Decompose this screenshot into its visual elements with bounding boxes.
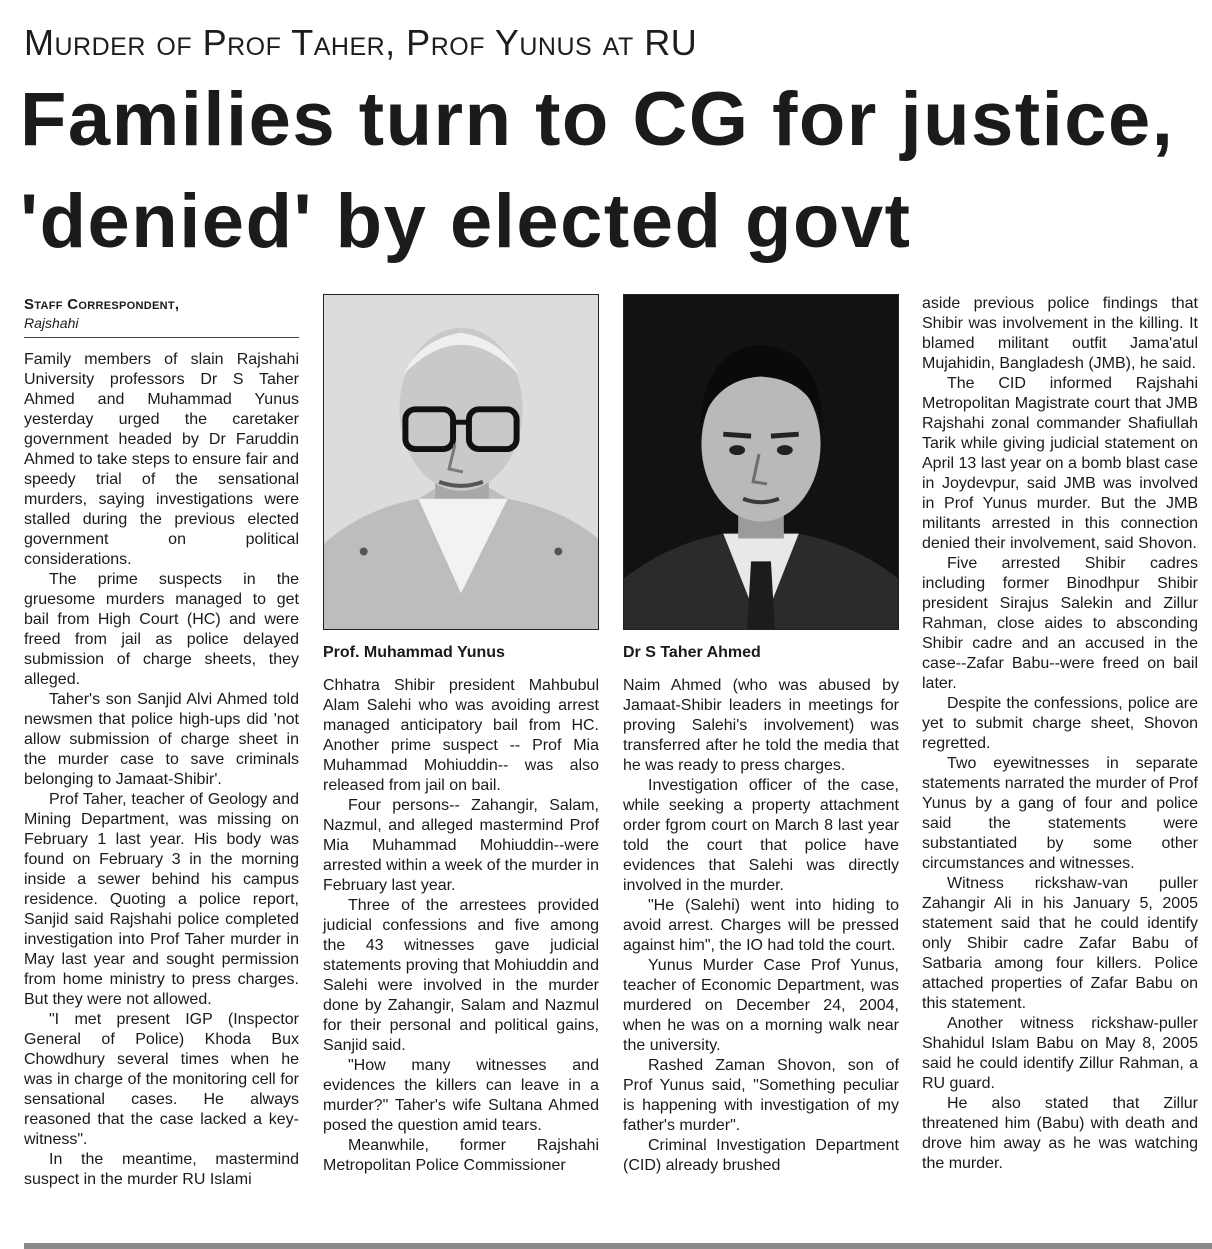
headline-line-2: 'denied' by elected govt bbox=[20, 179, 912, 264]
kicker: Murder of Prof Taher, Prof Yunus at RU bbox=[24, 22, 698, 63]
portrait-elderly-man bbox=[324, 295, 598, 629]
paragraph: Taher's son Sanjid Alvi Ahmed told newsmen that police high-ups did 'not allow submission of charge sheet in the murder case to save criminals belonging to Jamaat-Shibir'. bbox=[24, 691, 299, 788]
paragraph: Four persons-- Zahangir, Salam, Nazmul, and alleged mastermind Prof Mia Muhammad Mohiuddin--were arrested within a week of the murder in February last year. bbox=[323, 797, 599, 894]
paragraph: "I met present IGP (Inspector General of Police) Khoda Bux Chowdhury several times when he was in charge of the monitoring cell for sensational cases. He always reasoned that the case lacked a key-witness". bbox=[24, 1011, 299, 1148]
paragraph: Another witness rickshaw-puller Shahidul Islam Babu on May 8, 2005 said he could identify Zillur Rahman, a RU guard. bbox=[922, 1015, 1198, 1092]
paragraph: Investigation officer of the case, while seeking a property attachment order fgrom court on March 8 last year told the court that police have evidences that Salehi was directly involved in the murder. bbox=[623, 777, 899, 894]
paragraph: "How many witnesses and evidences the killers can leave in a murder?" Taher's wife Sultana Ahmed posed the question amid tears. bbox=[323, 1057, 599, 1134]
headline-line-1: Families turn to CG for justice, bbox=[20, 77, 1175, 162]
paragraph: He also stated that Zillur threatened him (Babu) with death and drove him away as he was watching the murder. bbox=[922, 1095, 1198, 1172]
article-column-1 bbox=[24, 350, 299, 1190]
article-column-4 bbox=[922, 294, 1198, 1174]
paragraph: Criminal Investigation Department (CID) already brushed bbox=[623, 1137, 899, 1174]
photo-caption-taher: Dr S Taher Ahmed bbox=[623, 644, 761, 661]
paragraph: aside previous police findings that Shibir was involvement in the killing. It blamed militant outfit Jama'atul Mujahidin, Bangladesh (JMB), he said. bbox=[922, 295, 1198, 372]
photo-muhammad-yunus bbox=[323, 294, 599, 630]
paragraph: Five arrested Shibir cadres including former Binodhpur Shibir president Sirajus Salekin and Zillur Rahman, close aides to absconding Shibir cadre and an accused in the case--Zafar Babu--were freed on bail later. bbox=[922, 555, 1198, 692]
paragraph: Chhatra Shibir president Mahbubul Alam Salehi who was avoiding arrest managed anticipatory bail from HC. Another prime suspect -- Prof Mia Muhammad Mohiuddin-- was also released from jail on bail. bbox=[323, 677, 599, 794]
paragraph: Three of the arrestees provided judicial confessions and five among the 43 witnesses gave judicial statements proving that Mohiuddin and Salehi were involved in the murder done by Zahangir, Salam and Nazmul for their personal and political gains, Sanjid said. bbox=[323, 897, 599, 1054]
paragraph: Yunus Murder Case Prof Yunus, teacher of Economic Department, was murdered on December 24, 2004, when he was on a morning walk near the university. bbox=[623, 957, 899, 1054]
photo-caption-yunus: Prof. Muhammad Yunus bbox=[323, 644, 505, 661]
paragraph: In the meantime, mastermind suspect in the murder RU Islami bbox=[24, 1151, 299, 1188]
dateline: Rajshahi bbox=[24, 315, 79, 331]
paragraph: Prof Taher, teacher of Geology and Mining Department, was missing on February 1 last year. His body was found on February 3 in the morning inside a sewer behind his campus residence. Quoting a police report, Sanjid said Rajshahi police completed investigation into Prof Taher murder in May last year and sought permission from home ministry to press charges. But they were not allowed. bbox=[24, 791, 299, 1008]
paragraph: "He (Salehi) went into hiding to avoid arrest. Charges will be pressed against him", the IO had told the court. bbox=[623, 897, 899, 954]
article-column-2 bbox=[323, 676, 599, 1176]
bottom-rule bbox=[24, 1243, 1212, 1249]
paragraph: Meanwhile, former Rajshahi Metropolitan Police Commissioner bbox=[323, 1137, 599, 1174]
paragraph: The CID informed Rajshahi Metropolitan Magistrate court that JMB Rajshahi zonal commander Shafiullah Tarik while giving judicial statement on April 13 last year on a bomb blast case in Joydevpur, said JMB was involved in Prof Yunus murder. But the JMB militants arrested in this connection denied their involvement, said Shovon. bbox=[922, 375, 1198, 552]
article-column-3 bbox=[623, 676, 899, 1176]
paragraph: The prime suspects in the gruesome murders managed to get bail from High Court (HC) and were freed from jail as police delayed submission of charge sheets, they alleged. bbox=[24, 571, 299, 688]
paragraph: Despite the confessions, police are yet to submit charge sheet, Shovon regretted. bbox=[922, 695, 1198, 752]
photo-taher-ahmed bbox=[623, 294, 899, 630]
byline-rule bbox=[24, 337, 299, 338]
byline: Staff Correspondent, bbox=[24, 296, 180, 313]
portrait-young-man bbox=[624, 295, 898, 629]
paragraph: Witness rickshaw-van puller Zahangir Ali in his January 5, 2005 statement said that he could identify only Shibir cadre Zafar Babu of Satbaria among four killers. Police attached properties of Zafar Babu on this statement. bbox=[922, 875, 1198, 1012]
paragraph: Family members of slain Rajshahi University professors Dr S Taher Ahmed and Muhammad Yunus yesterday urged the caretaker government headed by Dr Faruddin Ahmed to take steps to ensure fair and speedy trial of the sensational murders, saying investigations were stalled during the previous elected government on political considerations. bbox=[24, 351, 299, 568]
paragraph: Naim Ahmed (who was abused by Jamaat-Shibir leaders in meetings for proving Salehi's involvement) was transferred after he told the media that he was ready to press charges. bbox=[623, 677, 899, 774]
paragraph: Two eyewitnesses in separate statements narrated the murder of Prof Yunus by a gang of four and police said the statements were substantiated by some other circumstances and witnesses. bbox=[922, 755, 1198, 872]
paragraph: Rashed Zaman Shovon, son of Prof Yunus said, "Something peculiar is happening with investigation of my father's murder". bbox=[623, 1057, 899, 1134]
